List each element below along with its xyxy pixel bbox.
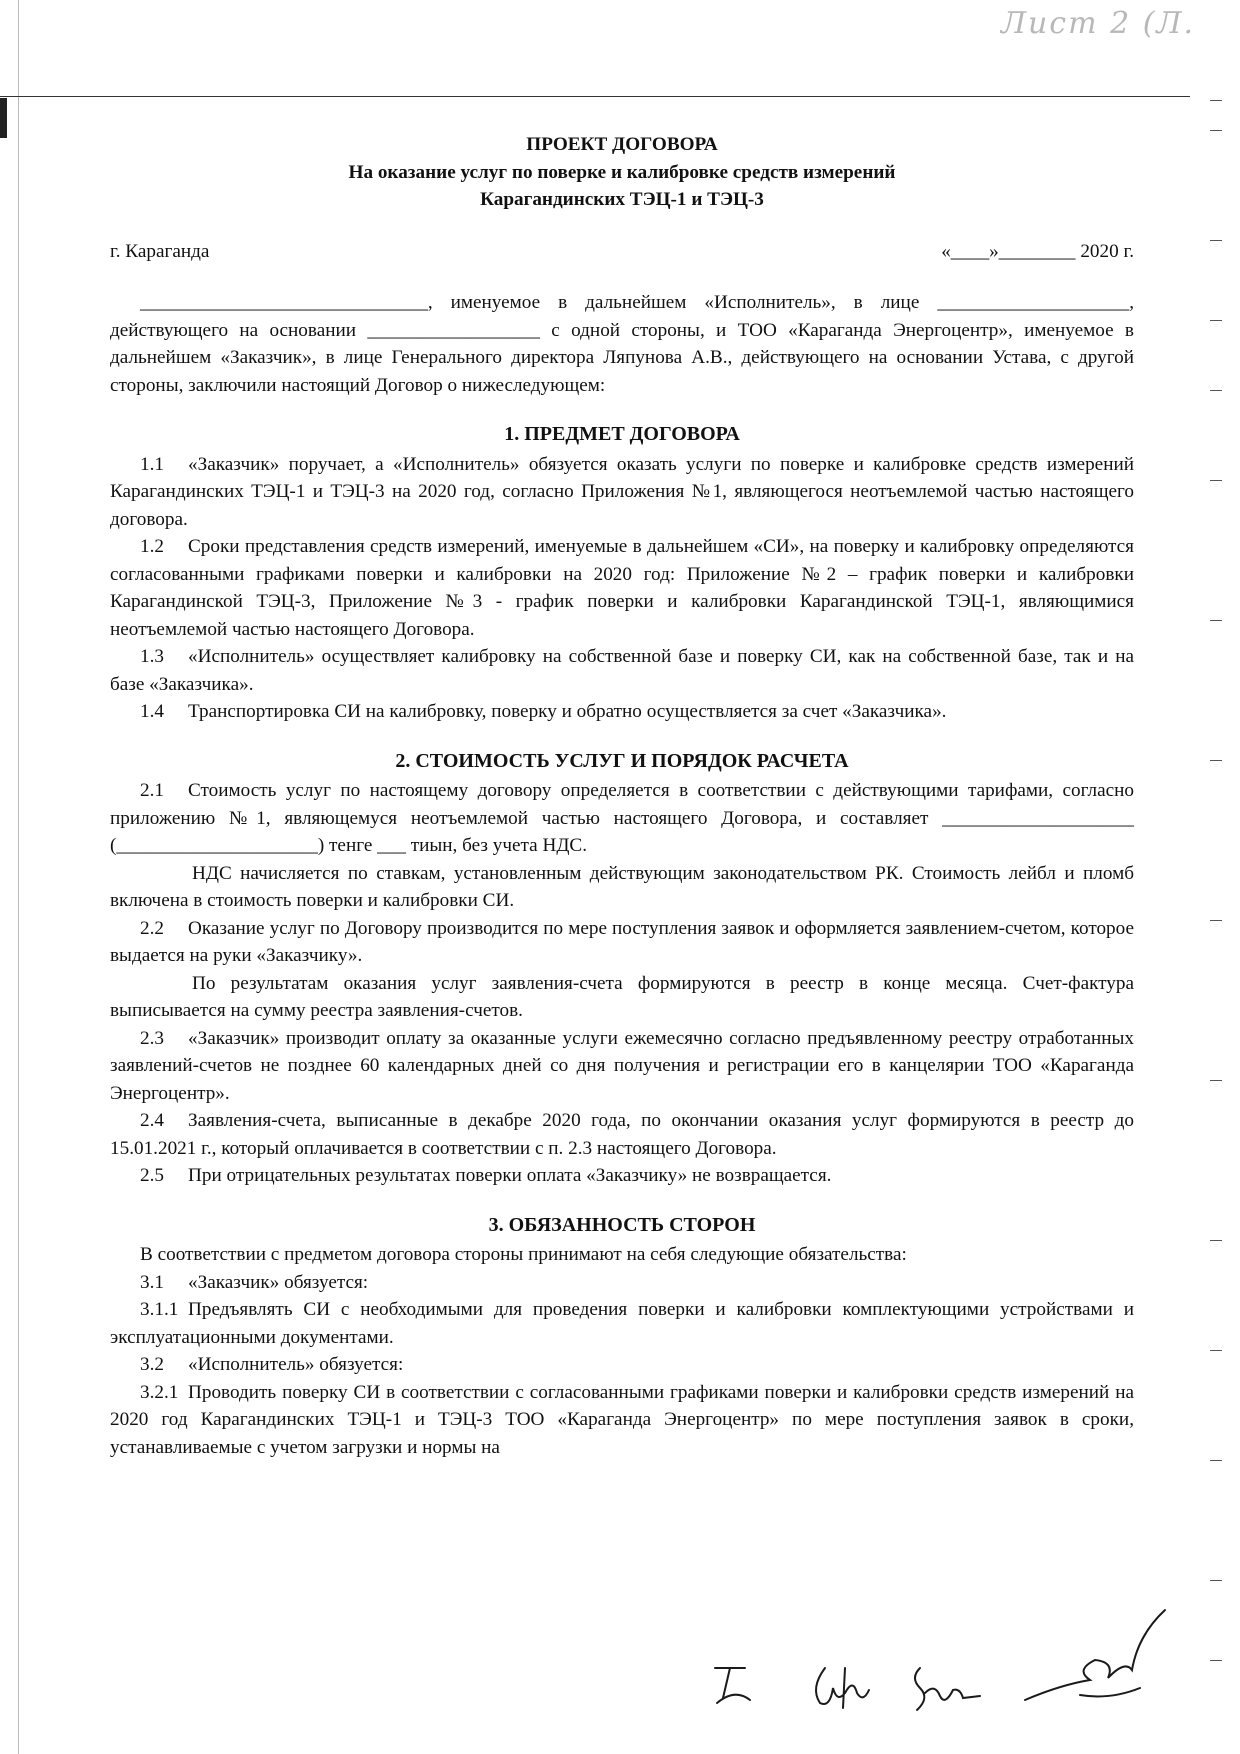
- document-body: [110, 125, 1134, 1461]
- clause-number: 3.2.1: [140, 1381, 179, 1403]
- date-field: «____»________ 2020 г.: [941, 240, 1134, 262]
- clause-text: «Исполнитель» осуществляет калибровку на собственной базе и поверку СИ, как на собственной базе, так и на базе «Заказчика».: [110, 646, 1134, 695]
- document-title: ПРОЕКТ ДОГОВОРА: [526, 134, 718, 155]
- clause-1-1: [110, 451, 1134, 534]
- clause-number: 3.2: [140, 1354, 164, 1375]
- preamble: ______________________________, именуемое в дальнейшем «Исполнитель», в лице ____________________, действующего на основании __________________ с одной стороны, и ТОО «Караганда Энергоцентр», именуемое в дальнейшем «Заказчик», в лице Генерального директора Ляпунова А.В., действующего на основании Устава, с другой стороны, заключили настоящий Договор о нижеследующем:: [110, 292, 1134, 396]
- document-subtitle-2: Карагандинских ТЭЦ-1 и ТЭЦ-3: [480, 189, 764, 210]
- clause-3-2-1: [110, 1379, 1134, 1462]
- section-3-intro: В соответствии с предметом договора стороны принимают на себя следующие обязательства:: [140, 1244, 907, 1265]
- clause-number: 2.3: [140, 1027, 164, 1049]
- clause-number: 2.4: [140, 1110, 164, 1131]
- clause-number: 2.5: [140, 1165, 164, 1186]
- clause-2-2-registry: По результатам оказания услуг заявления-счета формируются в реестр в конце месяца. Счет-фактура выписывается на сумму реестра заявления-счетов.: [110, 972, 1134, 1021]
- document-subtitle: На оказание услуг по поверке и калибровке средств измерений: [348, 161, 896, 183]
- clause-1-4: [110, 698, 1134, 726]
- clause-text: «Заказчик» поручает, а «Исполнитель» обязуется оказать услуги по поверке и калибровке средств измерений Карагандинских ТЭЦ-1 и ТЭЦ-3 на 2020 год, согласно Приложения №1, являющегося неотъемлемой частью настоящего договора.: [110, 453, 1134, 530]
- signature-3: [905, 1648, 985, 1718]
- city-label: г. Караганда: [110, 240, 210, 262]
- clause-text: Оказание услуг по Договору производится по мере поступления заявок и оформляется заявлением-счетом, которое выдается на руки «Заказчику».: [110, 917, 1134, 966]
- clause-text: При отрицательных результатах поверки оплата «Заказчику» не возвращается.: [188, 1165, 832, 1186]
- clause-number: 2.1: [140, 780, 164, 801]
- header-rule: [0, 96, 1190, 97]
- clause-text: «Заказчик» обязуется:: [188, 1271, 369, 1293]
- signature-2: [805, 1648, 875, 1718]
- city-date-row: [110, 238, 1134, 266]
- clause-3-1-1: [110, 1296, 1134, 1351]
- section-2-title: 2. СТОИМОСТЬ УСЛУГ И ПОРЯДОК РАСЧЕТА: [395, 749, 849, 772]
- scan-right-edge-marks: [1210, 60, 1226, 1740]
- clause-1-3: [110, 643, 1134, 698]
- clause-text: Предъявлять СИ с необходимыми для проведения поверки и калибровки комплектующими устройствами и эксплуатационными документами.: [110, 1299, 1134, 1348]
- clause-text: «Заказчик» производит оплату за оказанные услуги ежемесячно согласно предъявленному реестру отработанных заявлений-счетов не позднее 60 календарных дней со дня получения и регистрации его в канцелярии ТОО «Караганда Энергоцентр».: [110, 1027, 1134, 1104]
- clause-number: 1.1: [140, 453, 164, 475]
- clause-2-3: [110, 1025, 1134, 1108]
- clause-2-1-vat: НДС начисляется по ставкам, установленным действующим законодательством РК. Стоимость лейбл и пломб включена в стоимость поверки и калибровки СИ.: [110, 862, 1134, 911]
- clause-2-1: [110, 777, 1134, 860]
- clause-text: Заявления-счета, выписанные в декабре 2020 года, по окончании оказания услуг формируются в реестр до 15.01.2021 г., который оплачивается в соответствии с п. 2.3 настоящего Договора.: [110, 1110, 1134, 1159]
- clause-text: «Исполнитель» обязуется:: [188, 1354, 404, 1375]
- clause-2-4: [110, 1107, 1134, 1162]
- clause-number: 3.1: [140, 1271, 164, 1293]
- clause-text: Транспортировка СИ на калибровку, поверку и обратно осуществляется за счет «Заказчика».: [188, 701, 947, 722]
- signature-4: [1020, 1600, 1170, 1720]
- clause-number: 1.3: [140, 646, 164, 667]
- scan-edge-line: [18, 0, 19, 1754]
- corner-handwritten-note: Лист 2 (Л.: [1000, 6, 1195, 41]
- scan-mark: [0, 98, 7, 138]
- clause-text: Проводить поверку СИ в соответствии с согласованными графиками поверки и калибровки средств измерений на 2020 год Карагандинских ТЭЦ-1 и ТЭЦ-3 ТОО «Караганда Энергоцентр» по мере поступления заявок в сроки, устанавливаемые с учетом загрузки и нормы на: [110, 1381, 1134, 1458]
- clause-text: Стоимость услуг по настоящему договору определяется в соответствии с действующими тарифами, согласно приложению №1, являющемуся неотъемлемой частью настоящего Договора, и составляет ____________________ (_____________________) тенге ___ тиын, без учета НДС.: [110, 780, 1134, 856]
- clause-number: 1.2: [140, 536, 164, 557]
- clause-3-2: [110, 1351, 1134, 1379]
- clause-number: 1.4: [140, 701, 164, 722]
- section-3-title: 3. ОБЯЗАННОСТЬ СТОРОН: [488, 1213, 756, 1236]
- clause-2-5: [110, 1162, 1134, 1190]
- clause-3-1: [110, 1269, 1134, 1297]
- clause-1-2: [110, 533, 1134, 643]
- clause-2-2: [110, 915, 1134, 970]
- clause-number: 2.2: [140, 917, 164, 939]
- initials-mark-1: [705, 1648, 765, 1718]
- clause-text: Сроки представления средств измерений, именуемые в дальнейшем «СИ», на поверку и калибровку определяются согласованными графиками поверки и калибровки на 2020 год: Приложение №2 – график поверки и калибровки Карагандинской ТЭЦ-3, Приложение №3 - график поверки и калибровки Карагандинской ТЭЦ-1, являющимися неотъемлемой частью настоящего Договора.: [110, 536, 1134, 640]
- clause-number: 3.1.1: [140, 1299, 179, 1320]
- section-1-title: 1. ПРЕДМЕТ ДОГОВОРА: [504, 423, 740, 445]
